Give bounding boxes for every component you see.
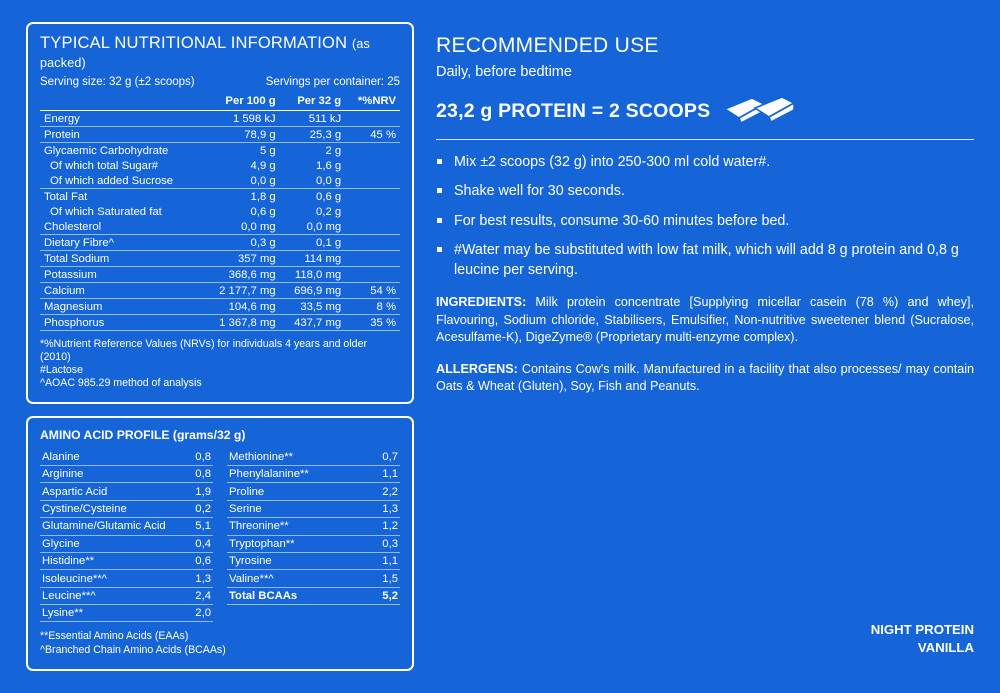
right-column <box>436 22 974 671</box>
amino-value: 0,7 <box>367 449 400 466</box>
nutrition-table <box>40 94 400 331</box>
nutrient-nrv: 45 % <box>345 127 400 143</box>
table-row <box>40 219 400 235</box>
table-row <box>40 204 400 219</box>
nutrient-label: Cholesterol <box>40 219 203 235</box>
amino-name: Tyrosine <box>227 552 367 569</box>
nutrient-per32: 511 kJ <box>280 111 346 127</box>
amino-acid-left-column <box>40 449 213 623</box>
nutrition-title-text: TYPICAL NUTRITIONAL INFORMATION <box>40 34 348 52</box>
product-footer <box>871 621 974 657</box>
table-row <box>40 189 400 205</box>
amino-value: 0,6 <box>190 552 213 569</box>
nutrient-per32: 0,1 g <box>280 235 346 251</box>
amino-name: Threonine** <box>227 518 367 535</box>
amino-name: Valine**^ <box>227 570 367 587</box>
list-item: For best results, consume 30-60 minutes before bed. <box>436 211 974 231</box>
nutrient-per100: 368,6 mg <box>203 267 280 283</box>
amino-value: 0,8 <box>190 466 213 483</box>
nutrient-per32: 0,2 g <box>316 205 342 218</box>
amino-value: 2,0 <box>190 605 213 622</box>
nutrient-per32: 114 mg <box>280 251 346 267</box>
footnote-eaa: **Essential Amino Acids (EAAs) <box>40 630 189 643</box>
nutrition-header-row <box>40 94 400 111</box>
table-row <box>40 518 213 535</box>
nutrition-title <box>40 34 400 72</box>
nutrient-per32: 0,0 mg <box>280 219 346 235</box>
amino-value: 2,4 <box>190 587 213 604</box>
nutrition-col-1: Per 100 g <box>203 94 280 111</box>
nutrient-label: Total Sodium <box>40 251 203 267</box>
nutrient-per32: 437,7 mg <box>280 315 346 331</box>
usage-steps-list <box>436 152 974 280</box>
amino-acid-panel <box>26 416 414 671</box>
amino-name: Lysine** <box>40 605 190 622</box>
nutrient-nrv <box>345 111 400 127</box>
table-row <box>40 605 213 622</box>
amino-value: 1,1 <box>367 466 400 483</box>
table-row <box>40 535 213 552</box>
amino-value: 2,2 <box>367 483 400 500</box>
ingredients-paragraph <box>436 294 974 346</box>
nutrient-per100: 0,6 g <box>250 205 276 218</box>
amino-value: 1,9 <box>190 483 213 500</box>
nutrient-nrv <box>345 267 400 283</box>
table-row <box>40 111 400 127</box>
amino-value: 0,8 <box>190 449 213 466</box>
product-flavour: VANILLA <box>917 640 974 656</box>
table-row <box>227 483 400 500</box>
table-row <box>40 570 213 587</box>
amino-name: Phenylalanine** <box>227 466 367 483</box>
nutrient-nrv <box>345 189 400 205</box>
nutrient-per32: 25,3 g <box>280 127 346 143</box>
amino-name: Isoleucine**^ <box>40 570 190 587</box>
nutrient-per32: 2 g <box>325 144 342 157</box>
nutrient-per100: 4,9 g <box>250 159 276 172</box>
nutrient-per32: 0,6 g <box>316 190 342 203</box>
nutrient-per100: 5 g <box>259 144 276 157</box>
allergens-text: Contains Cow's milk. Manufactured in a facility that also processes/ may contain Oats & Wheat (Gluten), Soy, Fish and Peanuts. <box>436 361 975 393</box>
amino-name: Histidine** <box>40 552 190 569</box>
amino-name: Proline <box>227 483 367 500</box>
nutrient-label: Potassium <box>40 267 203 283</box>
scoops-icon <box>722 94 796 129</box>
nutrient-per100: 0,0 g <box>203 173 280 189</box>
amino-name: Glycine <box>40 535 190 552</box>
amino-name: Glutamine/Glutamic Acid <box>40 518 190 535</box>
nutrient-label: Total Fat <box>44 190 88 203</box>
nutrient-nrv <box>345 143 400 159</box>
nutrient-per100: 357 mg <box>203 251 280 267</box>
table-row <box>40 283 400 299</box>
amino-acid-title: AMINO ACID PROFILE (grams/32 g) <box>40 427 246 442</box>
table-row <box>227 518 400 535</box>
amino-value: 1,3 <box>367 500 400 517</box>
table-row <box>40 449 213 466</box>
nutrient-label: Phosphorus <box>40 315 203 331</box>
nutrient-per100: 1 598 kJ <box>203 111 280 127</box>
table-row <box>40 587 213 604</box>
nutrient-label: Dietary Fibre^ <box>40 235 203 251</box>
nutrient-label: Glycaemic Carbohydrate <box>44 144 169 157</box>
nutrient-nrv <box>345 219 400 235</box>
amino-value: 1,5 <box>367 570 400 587</box>
nutrient-nrv: 8 % <box>345 299 400 315</box>
table-row <box>40 158 400 173</box>
table-row <box>227 535 400 552</box>
amino-value: 0,4 <box>190 535 213 552</box>
recommended-use-title: RECOMMENDED USE <box>436 34 659 57</box>
amino-name: Methionine** <box>227 449 367 466</box>
table-row <box>227 449 400 466</box>
table-row <box>40 500 213 517</box>
ingredients-heading: INGREDIENTS: <box>436 295 527 310</box>
amino-name: Leucine**^ <box>40 587 190 604</box>
table-row <box>227 466 400 483</box>
divider <box>436 139 974 140</box>
nutrition-col-0 <box>40 94 203 111</box>
table-row <box>40 315 400 331</box>
table-row <box>40 466 213 483</box>
nutrient-nrv <box>345 204 400 219</box>
table-row <box>40 299 400 315</box>
amino-value: 0,2 <box>190 500 213 517</box>
table-row <box>227 587 400 604</box>
table-row <box>40 173 400 189</box>
table-row <box>227 552 400 569</box>
table-row <box>40 143 400 159</box>
footnote-bcaa: ^Branched Chain Amino Acids (BCAAs) <box>40 643 226 656</box>
table-row <box>227 500 400 517</box>
nutrient-label: Of which Saturated fat <box>50 205 162 218</box>
amino-acid-right-column <box>227 449 400 623</box>
nutrient-nrv: 54 % <box>345 283 400 299</box>
nutrition-col-2: Per 32 g <box>280 94 346 111</box>
nutrient-per32: 0,0 g <box>280 173 346 189</box>
nutrition-panel <box>26 22 414 404</box>
nutrient-nrv <box>345 158 400 173</box>
nutrient-per100: 0,0 mg <box>203 219 280 235</box>
footnote-nrv: *%Nutrient Reference Values (NRVs) for individuals 4 years and older (2010) <box>40 338 367 363</box>
list-item: Shake well for 30 seconds. <box>436 181 974 201</box>
allergens-heading: ALLERGENS: <box>436 361 518 376</box>
nutrient-nrv <box>345 235 400 251</box>
amino-value: 5,1 <box>190 518 213 535</box>
amino-name: Serine <box>227 500 367 517</box>
amino-value: 1,2 <box>367 518 400 535</box>
nutrient-per100: 1 367,8 mg <box>203 315 280 331</box>
nutrient-label: Protein <box>40 127 203 143</box>
nutrient-label: Magnesium <box>40 299 203 315</box>
nutrient-per100: 0,3 g <box>203 235 280 251</box>
footnote-aoac: ^AOAC 985.29 method of analysis <box>40 376 202 389</box>
table-row <box>40 552 213 569</box>
amino-name: Aspartic Acid <box>40 483 190 500</box>
nutrient-label: Energy <box>40 111 203 127</box>
serving-size: Serving size: 32 g (±2 scoops) <box>40 76 195 88</box>
nutrient-per32: 1,6 g <box>316 159 342 172</box>
amino-value: 1,1 <box>367 552 400 569</box>
amino-acid-table-left <box>40 449 213 623</box>
list-item: Mix ±2 scoops (32 g) into 250-300 ml cold water#. <box>436 152 974 172</box>
nutrient-label: Of which total Sugar# <box>50 159 159 172</box>
nutrient-per100: 1,8 g <box>250 190 276 203</box>
amino-acid-table-right <box>227 449 400 605</box>
table-row <box>227 570 400 587</box>
nutrient-per100: 2 177,7 mg <box>203 283 280 299</box>
footnote-lactose: #Lactose <box>40 363 83 376</box>
table-row <box>40 483 213 500</box>
nutrient-nrv <box>345 173 400 189</box>
amino-name: Alanine <box>40 449 190 466</box>
protein-equation-row <box>436 94 974 129</box>
recommended-use-subtitle: Daily, before bedtime <box>436 64 572 80</box>
table-row <box>40 235 400 251</box>
left-column <box>26 22 414 671</box>
nutrient-label: Calcium <box>40 283 203 299</box>
nutrient-nrv <box>345 251 400 267</box>
nutrient-per100: 104,6 mg <box>203 299 280 315</box>
nutrient-per32: 696,9 mg <box>280 283 346 299</box>
servings-per-container: Servings per container: 25 <box>265 76 400 88</box>
amino-name: Cystine/Cysteine <box>40 500 190 517</box>
table-row <box>40 251 400 267</box>
allergens-paragraph <box>436 361 974 396</box>
amino-value: 0,3 <box>367 535 400 552</box>
nutrient-per32: 118,0 mg <box>280 267 346 283</box>
table-row <box>40 127 400 143</box>
amino-name: Arginine <box>40 466 190 483</box>
nutrition-col-3: *%NRV <box>345 94 400 111</box>
amino-name: Total BCAAs <box>227 587 367 604</box>
ingredients-text: Milk protein concentrate [Supplying micellar casein (78 %) and whey], Flavouring, Sodium chloride, Stabilisers, Emulsifier, Non-nutritive sweetener blend (Sucralose, Acesulfame-K), DigeZyme® (Proprietary multi-enzyme complex). <box>436 295 975 345</box>
protein-equation-text: 23,2 g PROTEIN = 2 SCOOPS <box>436 100 711 122</box>
nutrient-nrv: 35 % <box>345 315 400 331</box>
amino-value: 5,2 <box>367 587 400 604</box>
nutrient-label: Of which added Sucrose <box>40 173 203 189</box>
nutrition-footnotes <box>40 338 400 390</box>
amino-acid-footnotes <box>40 630 400 656</box>
table-row <box>40 267 400 283</box>
nutrient-per32: 33,5 mg <box>280 299 346 315</box>
nutrition-title-suffix: (as packed) <box>40 37 370 70</box>
nutrient-per100: 78,9 g <box>203 127 280 143</box>
amino-value: 1,3 <box>190 570 213 587</box>
amino-name: Tryptophan** <box>227 535 367 552</box>
serving-row <box>40 76 400 88</box>
list-item: #Water may be substituted with low fat milk, which will add 8 g protein and 0,8 g leucine per serving. <box>436 240 974 281</box>
product-name: NIGHT PROTEIN <box>870 622 974 638</box>
amino-acid-columns <box>40 449 400 623</box>
